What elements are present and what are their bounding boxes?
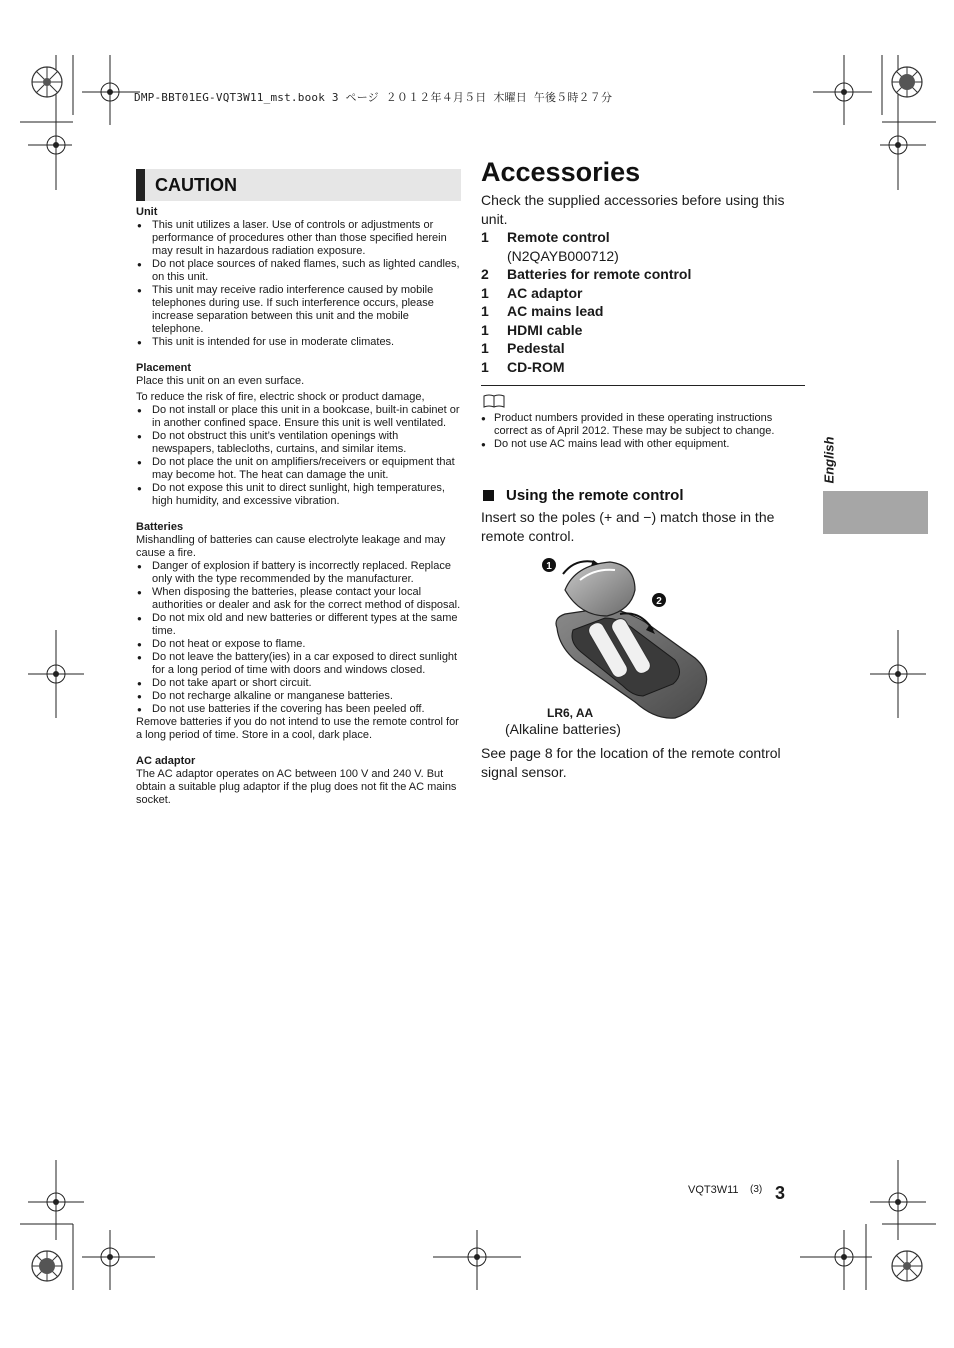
- placement-line: Place this unit on an even surface.: [136, 375, 305, 387]
- item-name: Batteries for remote control: [507, 266, 692, 282]
- placement-list: [136, 404, 462, 508]
- list-item: [481, 321, 806, 340]
- section-divider: [481, 385, 805, 386]
- list-item: ● Do not place sources of naked flames, such as lighted candles, on this unit.: [136, 258, 462, 284]
- list-item: [481, 265, 806, 284]
- item-name: Pedestal: [507, 340, 565, 356]
- list-item: ● Danger of explosion if battery is incorrectly replaced. Replace only with the type recommended by the manufacturer.: [136, 560, 462, 586]
- battery-size-label: LR6, AA: [547, 706, 594, 720]
- heading-stripe: [136, 169, 145, 201]
- placement-heading: Placement: [136, 362, 192, 374]
- list-item: ● Do not leave the battery(ies) in a car exposed to direct sunlight for a long period of time with doors and windows closed.: [136, 651, 462, 677]
- item-quantity: 1: [481, 229, 489, 245]
- list-item: ● This unit may receive radio interference caused by mobile telephones during use. If such interference occurs, please increase separation between this unit and the mobile telephone.: [136, 284, 462, 336]
- step-1-label: 1: [546, 561, 552, 572]
- footer-code: VQT3W11: [688, 1184, 739, 1196]
- list-item: [481, 358, 806, 377]
- accessories-title: Accessories: [481, 157, 641, 187]
- placement-line: To reduce the risk of fire, electric shock or product damage,: [136, 391, 425, 403]
- list-item: ● Do not use AC mains lead with other equipment.: [481, 438, 806, 451]
- open-book-icon: [483, 394, 505, 408]
- list-item: [481, 339, 806, 358]
- accessories-intro: Check the supplied accessories before using this unit.: [481, 192, 785, 227]
- accessories-list: [481, 228, 806, 376]
- remote-heading-text: Using the remote control: [506, 487, 684, 504]
- caution-content: [136, 206, 462, 820]
- battery-type-label: (Alkaline batteries): [505, 721, 621, 737]
- accessories-content: [481, 191, 806, 376]
- item-quantity: 1: [481, 340, 489, 356]
- batteries-heading: Batteries: [136, 521, 184, 533]
- accessories-notes: [481, 412, 806, 451]
- ac-adaptor-section: [136, 755, 462, 807]
- ac-adaptor-heading: AC adaptor: [136, 755, 196, 767]
- footer-subpage: (3): [750, 1184, 763, 1195]
- list-item: ● This unit utilizes a laser. Use of controls or adjustments or performance of procedures other than those specified herein may result in hazardous radiation exposure.: [136, 219, 462, 258]
- remote-heading: [483, 487, 684, 504]
- item-name: AC adaptor: [507, 284, 583, 301]
- language-tab-block: [823, 491, 928, 534]
- batteries-section: [136, 521, 462, 742]
- batteries-intro: Mishandling of batteries can cause electrolyte leakage and may cause a fire.: [136, 534, 446, 559]
- item-name: CD-ROM: [507, 358, 565, 375]
- see-page-note: See page 8 for the location of the remote control signal sensor.: [481, 745, 781, 780]
- list-item: ● Do not expose this unit to direct sunlight, high temperatures, high humidity, and excessive vibration.: [136, 482, 462, 508]
- item-name: Remote control: [507, 229, 610, 245]
- list-item: ● Do not mix old and new batteries or different types at the same time.: [136, 612, 462, 638]
- language-tab-label: [815, 432, 843, 488]
- list-item: ● This unit is intended for use in moderate climates.: [136, 336, 462, 349]
- item-quantity: 1: [481, 284, 489, 301]
- list-item: ● Do not take apart or short circuit.: [136, 677, 462, 690]
- batteries-outro: Remove batteries if you do not intend to use the remote control for a long period of time. Store in a cool, dark place.: [136, 716, 459, 741]
- item-name: HDMI cable: [507, 321, 583, 338]
- batteries-list: [136, 560, 462, 716]
- item-text: [507, 228, 619, 265]
- unit-list: [136, 219, 462, 349]
- list-item: ● When disposing the batteries, please contact your local authorities or dealer and ask for the correct method of disposal.: [136, 586, 462, 612]
- remote-battery-illustration: [535, 550, 735, 720]
- item-quantity: 1: [481, 358, 489, 375]
- list-item: ● Do not recharge alkaline or manganese batteries.: [136, 690, 462, 703]
- remote-instruction: Insert so the poles (+ and −) match those in the remote control.: [481, 509, 775, 544]
- language-text: English: [821, 436, 837, 484]
- list-item: ● Do not install or place this unit in a bookcase, built-in cabinet or in another confined space. Ensure this unit is well ventilated.: [136, 404, 462, 430]
- list-item: ● Product numbers provided in these operating instructions correct as of April 2012. These may be subject to change.: [481, 412, 806, 438]
- unit-heading: Unit: [136, 206, 158, 218]
- notes-list: [481, 412, 806, 451]
- list-item: [481, 302, 806, 321]
- list-item: [481, 284, 806, 303]
- ac-adaptor-text: The AC adaptor operates on AC between 100 V and 240 V. But obtain a suitable plug adaptor if the plug does not fit the AC mains socket.: [136, 768, 457, 806]
- list-item: ● Do not obstruct this unit’s ventilation openings with newspapers, tablecloths, curtains, and similar items.: [136, 430, 462, 456]
- item-quantity: 1: [481, 321, 489, 338]
- list-item: ● Do not place the unit on amplifiers/receivers or equipment that may become hot. The heat can damage the unit.: [136, 456, 462, 482]
- item-model-number: (N2QAYB000712): [507, 247, 619, 264]
- file-header-line: DMP-BBT01EG-VQT3W11_mst.book 3 ページ ２０１２年４月５日 木曜日 午後５時２７分: [134, 91, 613, 104]
- item-quantity: 1: [481, 303, 489, 319]
- caution-heading-bar: [136, 169, 461, 201]
- page-number: 3: [775, 1183, 786, 1203]
- list-item: ● Do not use batteries if the covering has been peeled off.: [136, 703, 462, 716]
- list-item: ● Do not heat or expose to flame.: [136, 638, 462, 651]
- placement-section: [136, 362, 462, 508]
- unit-section: [136, 206, 462, 349]
- list-item: [481, 228, 806, 265]
- item-name: AC mains lead: [507, 303, 604, 319]
- item-quantity: 2: [481, 266, 489, 282]
- square-bullet-icon: [483, 490, 494, 501]
- step-2-label: 2: [656, 596, 662, 607]
- caution-title: CAUTION: [155, 175, 237, 195]
